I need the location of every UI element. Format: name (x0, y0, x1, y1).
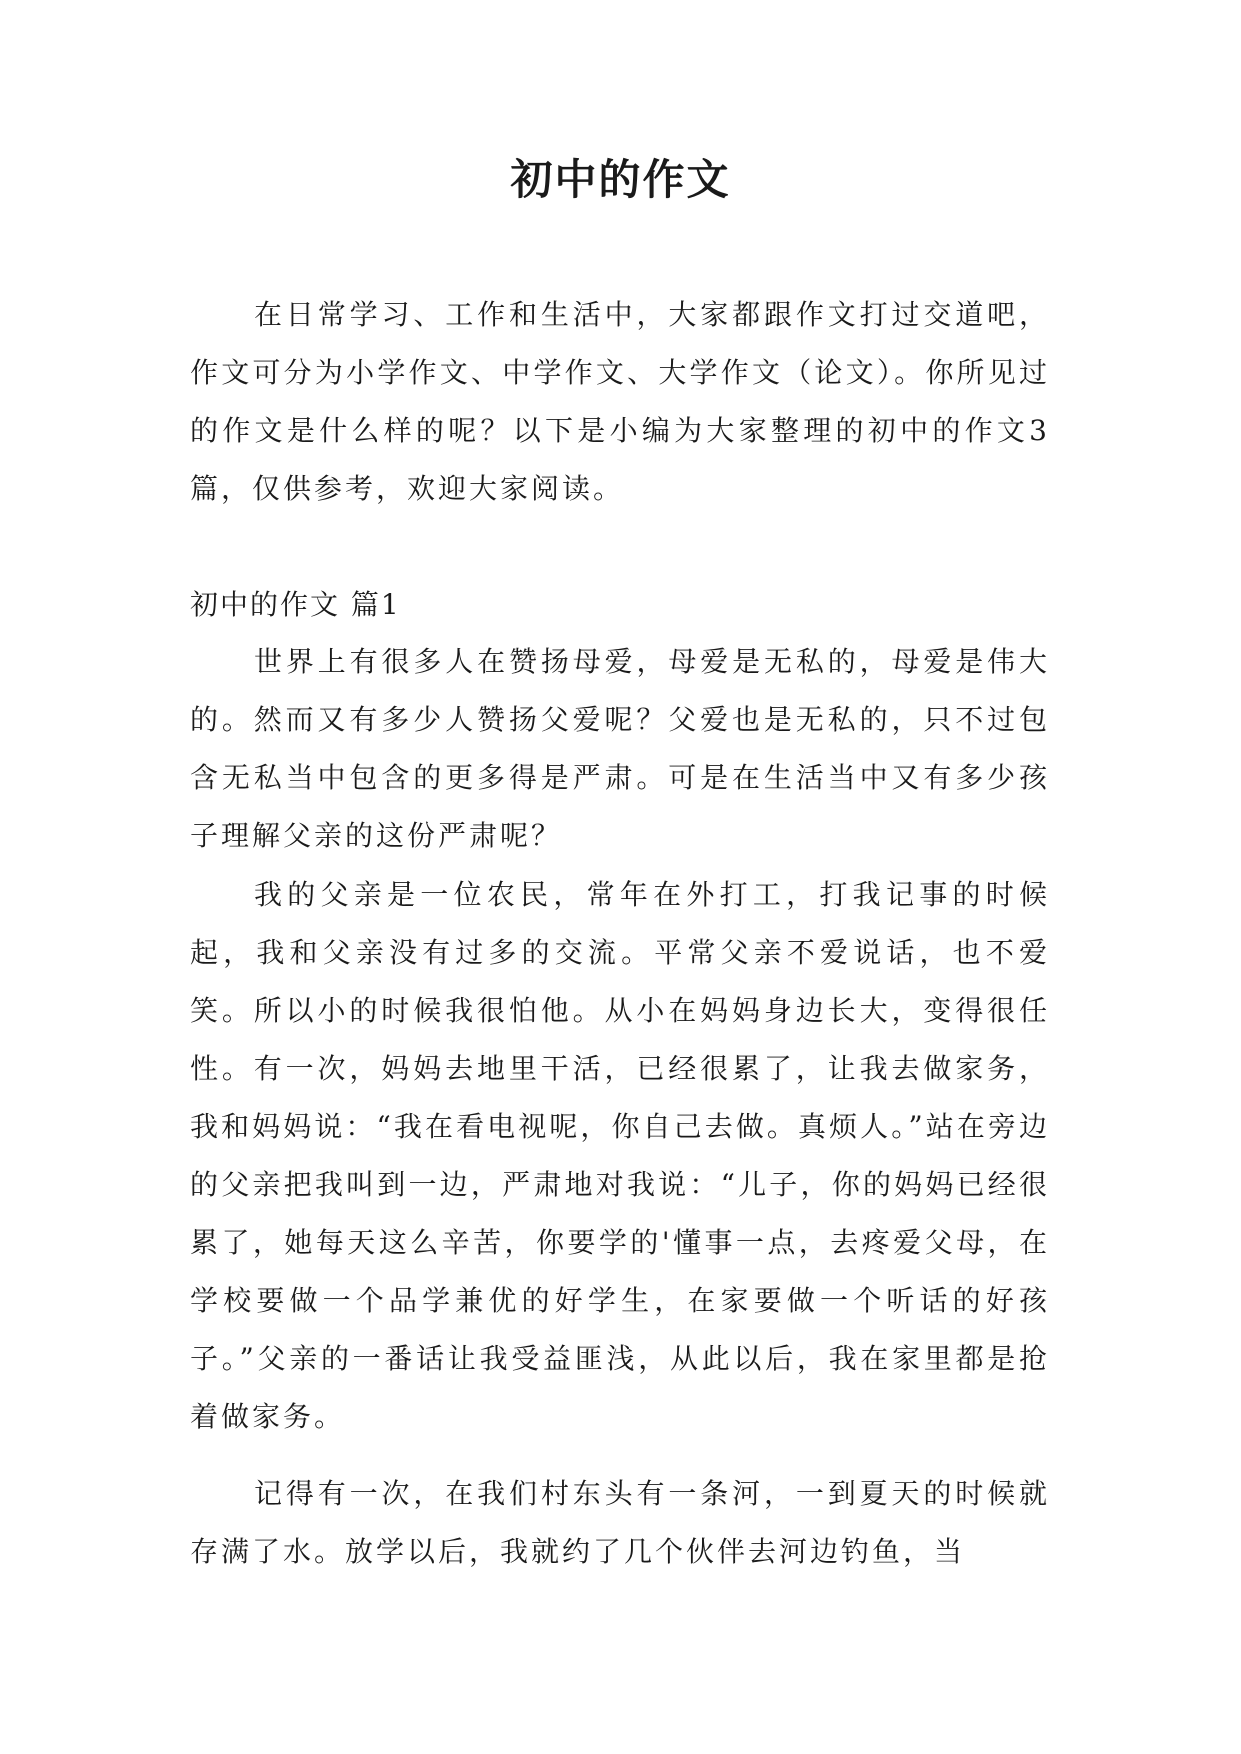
body-paragraph: 世界上有很多人在赞扬母爱，母爱是无私的，母爱是伟大的。然而又有多少人赞扬父爱呢？父爱也是无私的，只不过包含无私当中包含的更多得是严肃。可是在生活当中又有多少孩子理解父亲的这份严肃呢？ (190, 645, 1050, 852)
intro-paragraph: 在日常学习、工作和生活中，大家都跟作文打过交道吧，作文可分为小学作文、中学作文、大学作文（论文）。你所见过的作文是什么样的呢？以下是小编为大家整理的初中的作文3篇，仅供参考，欢迎大家阅读。 (190, 298, 1050, 505)
document-title: 初中的作文 (510, 155, 731, 204)
body-paragraph: 我的父亲是一位农民，常年在外打工，打我记事的时候起，我和父亲没有过多的交流。平常父亲不爱说话，也不爱笑。所以小的时候我很怕他。从小在妈妈身边长大，变得很任性。有一次，妈妈去地里干活，已经很累了，让我去做家务，我和妈妈说：“我在看电视呢，你自己去做。真烦人。”站在旁边的父亲把我叫到一边，严肃地对我说：“儿子，你的妈妈已经很累了，她每天这么辛苦，你要学的'懂事一点，去疼爱父母，在学校要做一个品学兼优的好学生，在家要做一个听话的好孩子。”父亲的一番话让我受益匪浅，从此以后，我在家里都是抢着做家务。 (190, 878, 1050, 1433)
section-heading: 初中的作文 篇1 (190, 588, 401, 621)
body-paragraph: 记得有一次，在我们村东头有一条河，一到夏天的时候就存满了水。放学以后，我就约了几个伙伴去河边钓鱼，当 (190, 1477, 1050, 1568)
